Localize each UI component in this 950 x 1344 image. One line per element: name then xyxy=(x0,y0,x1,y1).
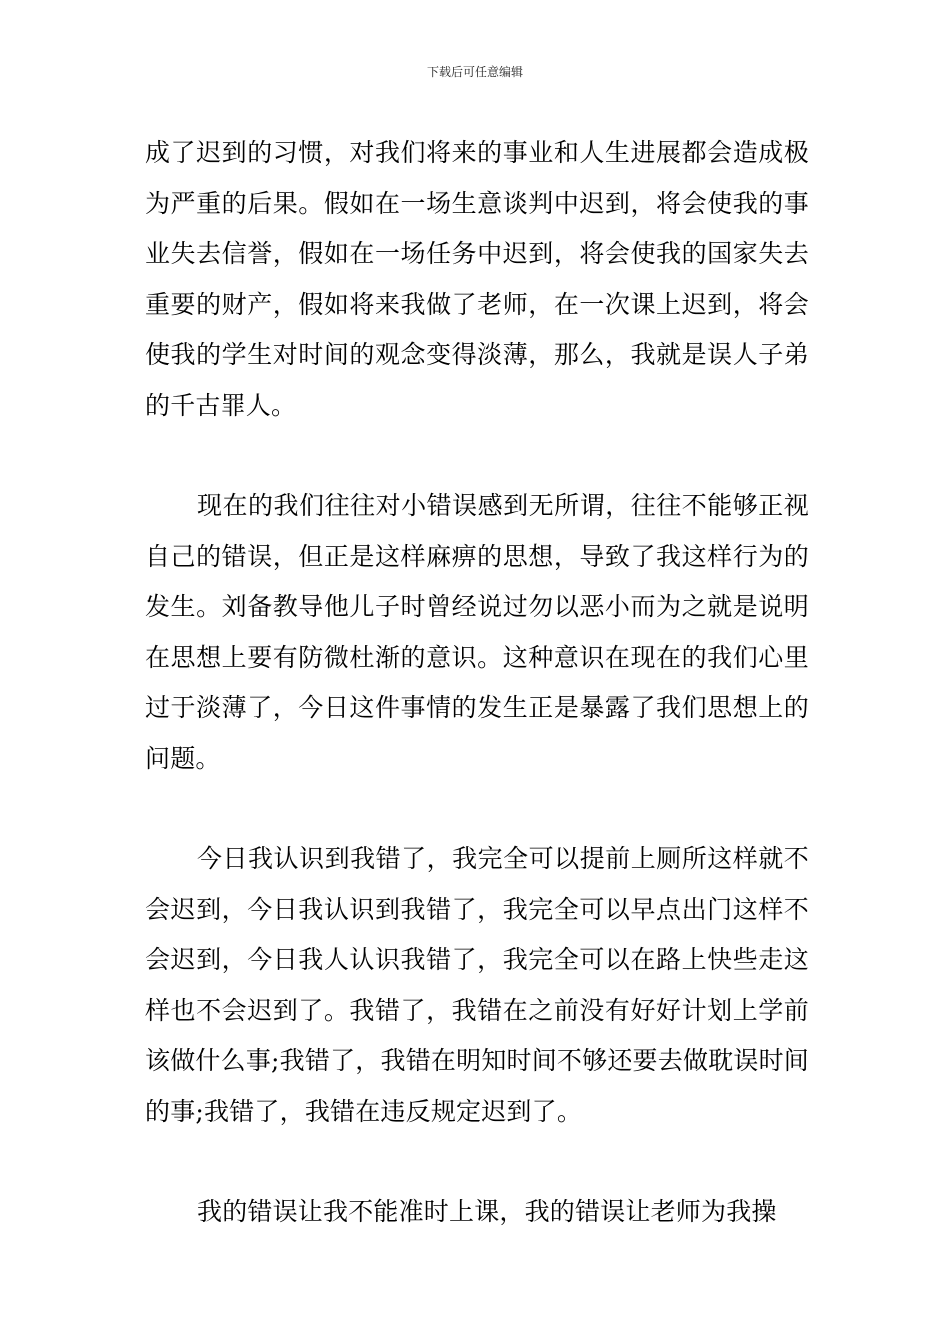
document-body xyxy=(145,128,809,1238)
paragraph-spacer xyxy=(145,1137,809,1187)
paragraph-1: 成了迟到的习惯，对我们将来的事业和人生进展都会造成极为严重的后果。假如在一场生意谈判中迟到，将会使我的事业失去信誉，假如在一场任务中迟到，将会使我的国家失去重要的财产，假如将来我做了老师，在一次课上迟到，将会使我的学生对时间的观念变得淡薄，那么，我就是误人子弟的千古罪人。 xyxy=(145,138,809,420)
paragraph-3: 今日我认识到我错了，我完全可以提前上厕所这样就不会迟到，今日我认识到我错了，我完全可以早点出门这样不会迟到，今日我人认识我错了，我完全可以在路上快些走这样也不会迟到了。我错了，我错在之前没有好好计划上学前该做什么事;我错了，我错在明知时间不够还要去做耽误时间的事;我错了，我错在违反规定迟到了。 xyxy=(145,844,809,1126)
paragraph-4: 我的错误让我不能准时上课，我的错误让老师为我操 xyxy=(197,1197,777,1226)
paragraph-2: 现在的我们往往对小错误感到无所谓，往往不能够正视自己的错误，但正是这样麻痹的思想，导致了我这样行为的发生。刘备教导他儿子时曾经说过勿以恶小而为之就是说明在思想上要有防微杜渐的意识。这种意识在现在的我们心里过于淡薄了，今日这件事情的发生正是暴露了我们思想上的问题。 xyxy=(145,491,809,773)
paragraph-spacer xyxy=(145,431,809,481)
page-header: 下载后可任意编辑 xyxy=(426,65,523,79)
paragraph-spacer xyxy=(145,784,809,834)
